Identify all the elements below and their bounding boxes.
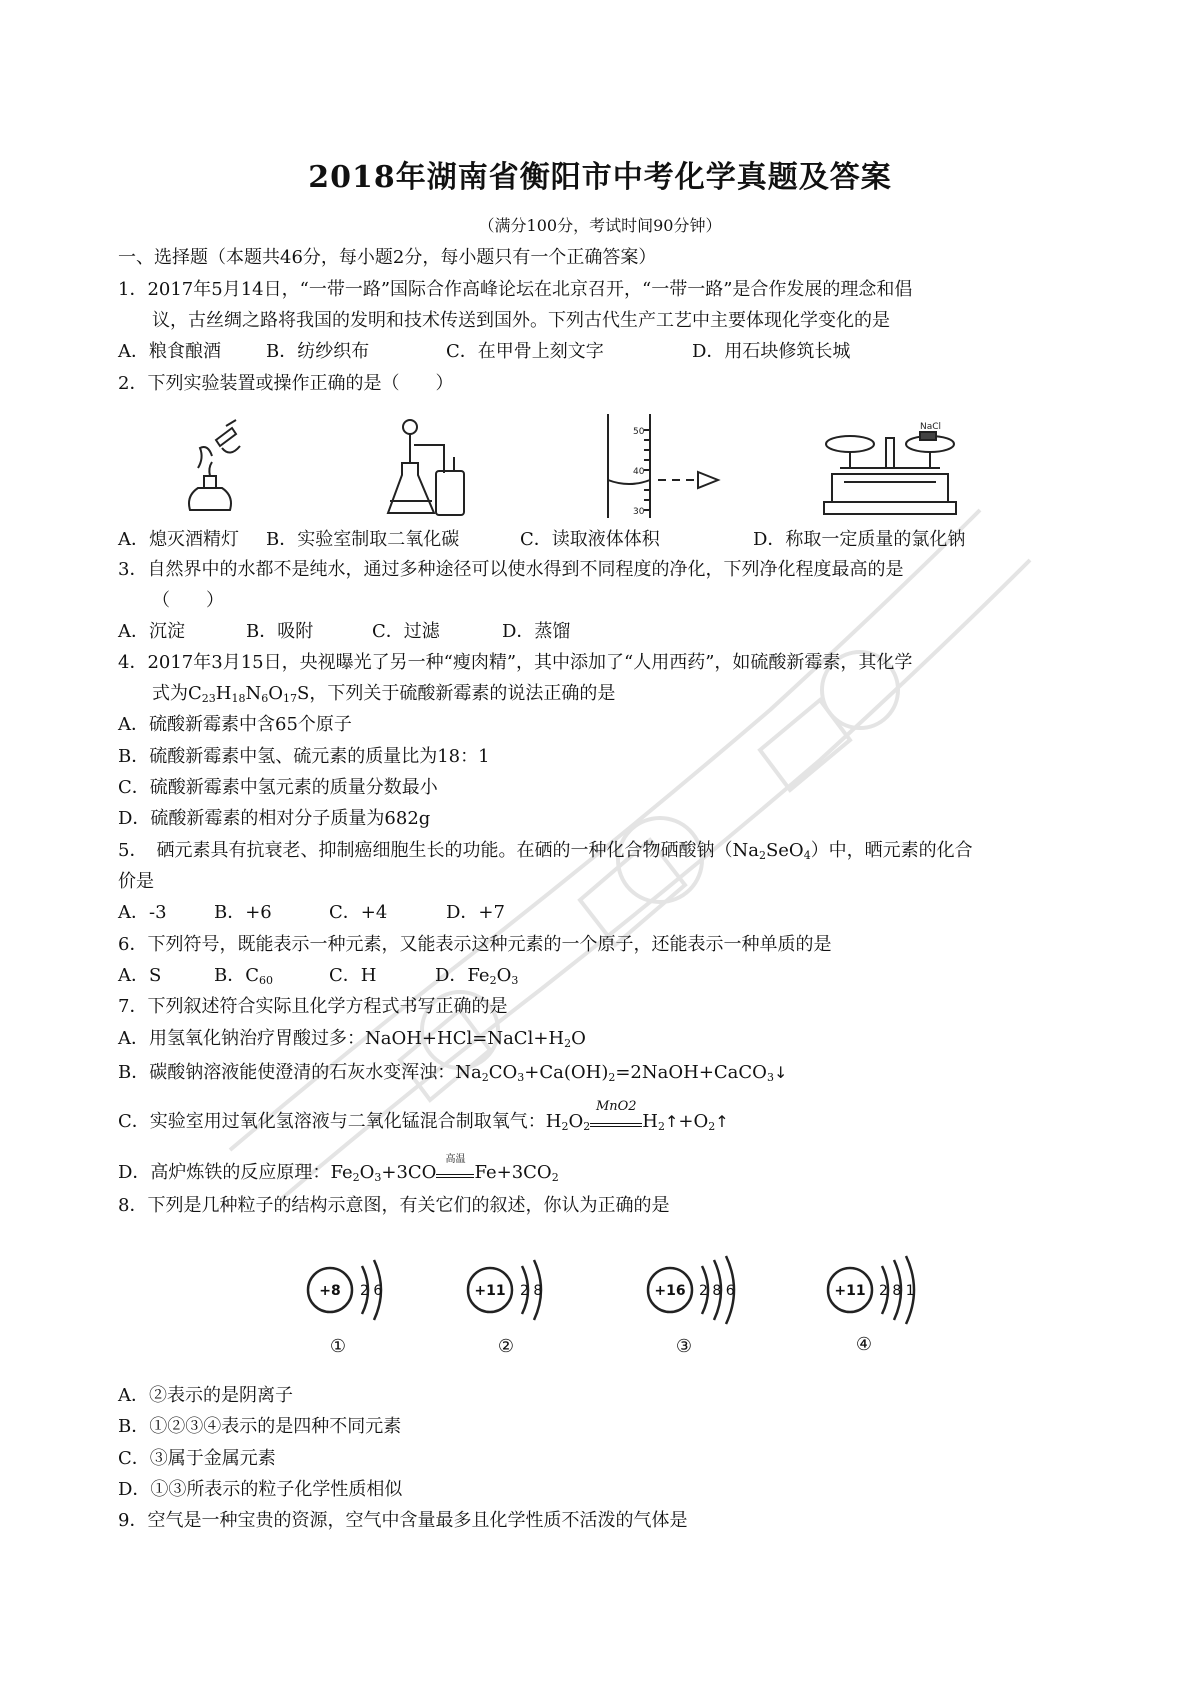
balance-scale-image bbox=[820, 418, 960, 518]
particle-4-shells: 2 8 1 bbox=[879, 1283, 915, 1299]
q4-text-cont: 式为$C_{23}H_{18}N_6O_{17}S$，下列关于硫酸新霉素的说法正确的是 bbox=[152, 683, 616, 705]
mno2-condition: MnO2 bbox=[590, 1111, 642, 1127]
q2-text: 2．下列实验装置或操作正确的是（ ） bbox=[118, 373, 454, 394]
q8-text: 8．下列是几种粒子的结构示意图，有关它们的叙述，你认为正确的是 bbox=[118, 1195, 670, 1216]
q4-option-d: D．硫酸新霉素的相对分子质量为682g bbox=[118, 808, 431, 829]
q3-option-c: C．过滤 bbox=[372, 621, 440, 642]
q9-text: 9．空气是一种宝贵的资源，空气中含量最多且化学性质不活泼的气体是 bbox=[118, 1510, 688, 1531]
q7-text: 7．下列叙述符合实际且化学方程式书写正确的是 bbox=[118, 996, 508, 1017]
q3-text-cont: （ ） bbox=[152, 590, 224, 611]
q8-option-a: A．②表示的是阴离子 bbox=[118, 1385, 293, 1406]
co2-apparatus-image bbox=[384, 415, 484, 520]
q7-option-a: A．用氢氧化钠治疗胃酸过多：$NaOH+HCl=NaCl+H_2O$ bbox=[118, 1028, 586, 1050]
q1-text: 1．2017年5月14日，“一带一路”国际合作高峰论坛在北京召开，“一带一路”是合作发展的理念和倡 bbox=[118, 279, 913, 300]
q7-option-b: B．碳酸钠溶液能使澄清的石灰水变浑浊：$Na_2CO_3+Ca(OH)_2=2NaOH+CaCO_3↓$ bbox=[118, 1062, 788, 1084]
q5-option-c: C．+4 bbox=[329, 902, 388, 923]
q1-option-d: D．用石块修筑长城 bbox=[692, 341, 851, 362]
q3-option-a: A．沉淀 bbox=[118, 621, 185, 642]
q3-options bbox=[118, 620, 570, 644]
q2-option-b: B．实验室制取二氧化碳 bbox=[266, 529, 460, 550]
particle-2-label: ② bbox=[497, 1336, 515, 1357]
sodium-selenate-formula: $Na_2SeO_4$ bbox=[732, 840, 811, 862]
q5-option-b: B．+6 bbox=[214, 902, 272, 923]
q6-option-b: B．$C_{60}$ bbox=[214, 965, 273, 987]
particle-3-label: ③ bbox=[675, 1336, 693, 1357]
page-subtitle: （满分100分，考试时间90分钟） bbox=[478, 216, 722, 235]
watermark-graphic bbox=[160, 420, 1060, 1320]
q3-option-b: B．吸附 bbox=[246, 621, 314, 642]
particle-2-nucleus: +11 bbox=[474, 1283, 506, 1299]
q6-text: 6．下列符号，既能表示一种元素，又能表示这种元素的一个原子，还能表示一种单质的是 bbox=[118, 934, 832, 955]
q8-option-b: B．①②③④表示的是四种不同元素 bbox=[118, 1416, 402, 1437]
q2-option-a: A．熄灭酒精灯 bbox=[118, 529, 239, 550]
high-temp-condition: 高温 bbox=[436, 1162, 474, 1178]
particle-1-label: ① bbox=[329, 1336, 347, 1357]
q6-options bbox=[118, 964, 518, 988]
q5-text-cont: 价是 bbox=[118, 871, 154, 892]
q4-option-a: A．硫酸新霉素中含65个原子 bbox=[118, 714, 352, 735]
graduated-cylinder-image bbox=[600, 410, 730, 522]
q4-option-b: B．硫酸新霉素中氢、硫元素的质量比为18：1 bbox=[118, 746, 490, 767]
q1-options bbox=[118, 340, 850, 364]
q7-option-d: D．高炉炼铁的反应原理：$Fe_2O_3+3CO$ 高温 $Fe+3CO_2$ bbox=[118, 1154, 559, 1184]
q3-text: 3．自然界中的水都不是纯水，通过多种途径可以使水得到不同程度的净化，下列净化程度最高的是 bbox=[118, 559, 904, 580]
q5-text: 5． 硒元素具有抗衰老、抑制癌细胞生长的功能。在硒的一种化合物硒酸钠$(Na_2SeO_4)$中，晒元素的化合 bbox=[118, 840, 973, 862]
particle-4-nucleus: +11 bbox=[834, 1283, 866, 1299]
q8-option-d: D．①③所表示的粒子化学性质相似 bbox=[118, 1479, 403, 1500]
particle-3-nucleus: +16 bbox=[654, 1283, 686, 1299]
particle-2-shells: 2 8 bbox=[520, 1283, 543, 1299]
q3-option-d: D．蒸馏 bbox=[502, 621, 571, 642]
alcohol-lamp-image bbox=[178, 418, 248, 518]
particle-1-nucleus: +8 bbox=[319, 1283, 341, 1299]
q1-option-c: C．在甲骨上刻文字 bbox=[446, 341, 604, 362]
q2-option-c: C．读取液体体积 bbox=[520, 529, 660, 550]
q6-option-a: A．S bbox=[118, 965, 162, 986]
q7-option-c: C．实验室用过氧化氢溶液与二氧化锰混合制取氧气：$H_2O_2$ MnO2 $H_2↑+O_2↑$ bbox=[118, 1099, 729, 1133]
q1-option-b: B．纺纱织布 bbox=[266, 341, 370, 362]
nacl-label: NaCl bbox=[920, 422, 942, 432]
neomycin-formula: $C_{23}H_{18}N_6O_{17}S$ bbox=[188, 683, 310, 705]
particle-3-shells: 2 8 6 bbox=[699, 1283, 735, 1299]
q5-option-d: D．+7 bbox=[446, 902, 505, 923]
particle-1-shells: 2 6 bbox=[360, 1283, 383, 1299]
q1-text-cont: 议，古丝绸之路将我国的发明和技术传送到国外。下列古代生产工艺中主要体现化学变化的是 bbox=[152, 310, 890, 331]
q2-option-d: D．称取一定质量的氯化钠 bbox=[753, 529, 966, 550]
q8-option-c: C．③属于金属元素 bbox=[118, 1448, 276, 1469]
q6-option-c: C．H bbox=[329, 965, 377, 986]
q2-options bbox=[118, 528, 965, 552]
q4-text: 4．2017年3月15日，央视曝光了另一种“瘦肉精”，其中添加了“人用西药”，如硫酸新霉素，其化学 bbox=[118, 652, 913, 673]
q4-option-c: C．硫酸新霉素中氢元素的质量分数最小 bbox=[118, 777, 438, 798]
particle-4-label: ④ bbox=[855, 1334, 873, 1355]
q5-option-a: A．-3 bbox=[118, 902, 167, 923]
q5-options bbox=[118, 901, 505, 925]
page-title: 2018年湖南省衡阳市中考化学真题及答案 bbox=[308, 160, 892, 195]
scale-mark-30: 30 bbox=[633, 507, 645, 517]
scale-mark-40: 40 bbox=[633, 467, 645, 477]
section-heading: 一、选择题（本题共46分，每小题2分，每小题只有一个正确答案） bbox=[118, 247, 657, 268]
particle-structure-diagrams bbox=[290, 1250, 930, 1360]
q1-option-a: A．粮食酿酒 bbox=[118, 341, 221, 362]
q6-option-d: D．$Fe_2O_3$ bbox=[435, 965, 519, 987]
scale-mark-50: 50 bbox=[633, 427, 645, 437]
